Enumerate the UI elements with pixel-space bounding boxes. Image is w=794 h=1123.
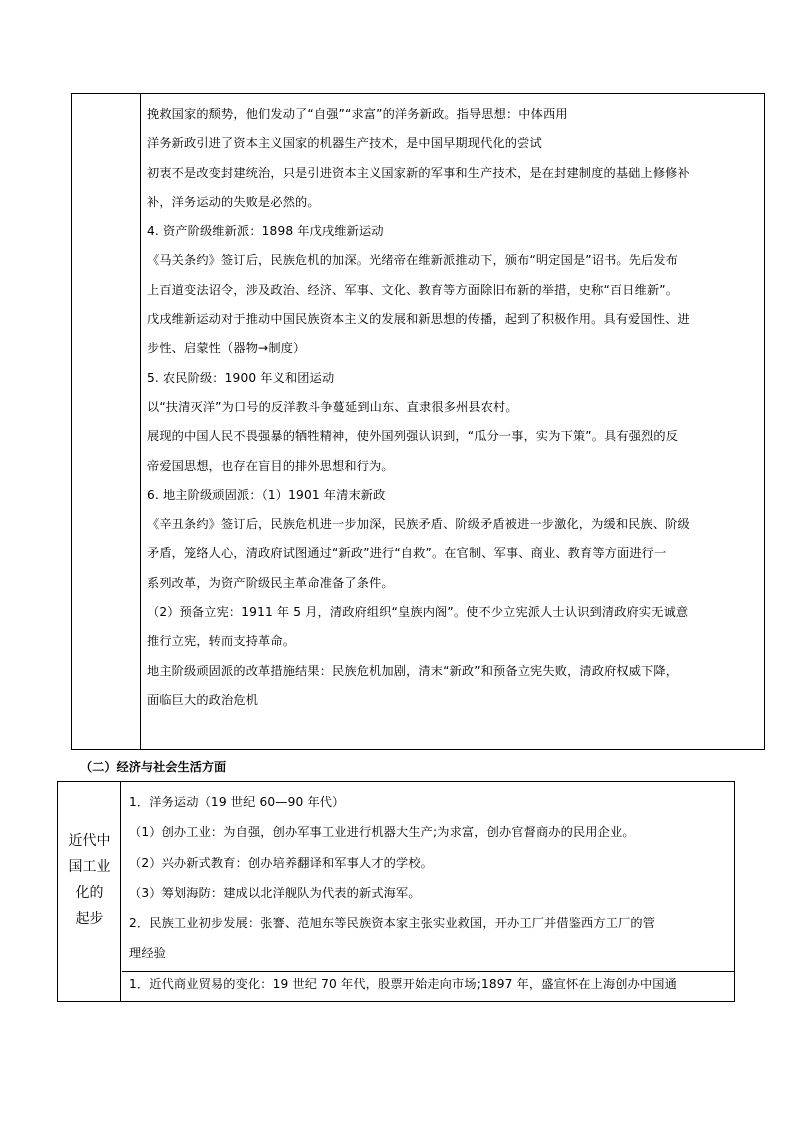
content-line: 推行立宪，转而支持革命。 (147, 634, 296, 649)
content-line: 上百道变法诏令，涉及政治、经济、军事、文化、教育等方面除旧布新的举措，史称“百日维新”。 (147, 282, 679, 297)
table-content-cell (129, 787, 730, 999)
table-label-cell (58, 782, 121, 1001)
content-line: 戊戌维新运动对于推动中国民族资本主义的发展和新思想的传播，起到了积极作用。具有爱国性、进 (147, 312, 690, 327)
content-line: 1．近代商业贸易的变化：19 世纪 70 年代，股票开始走向市场;1897 年，盛宣怀在上海创办中国通 (129, 976, 677, 991)
row-label (58, 828, 121, 932)
content-line: 展现的中国人民不畏强暴的牺牲精神，使外国列强认识到，“瓜分一事，实为下策”。具有强烈的反 (147, 429, 679, 444)
content-line: 理经验 (129, 946, 167, 961)
content-line: 面临巨大的政治危机 (147, 692, 259, 707)
content-line: 步性、启蒙性（器物→制度） (147, 341, 306, 356)
history-table-continued (71, 93, 765, 750)
content-line: （1）创办工业：为自强，创办军事工业进行机器大生产;为求富，创办官督商办的民用企业。 (129, 825, 635, 840)
content-line: 4. 资产阶级维新派：1898 年戊戌维新运动 (147, 224, 384, 239)
section-heading: （二）经济与社会生活方面 (80, 760, 227, 774)
content-line: 2．民族工业初步发展：张謇、范旭东等民族资本家主张实业救国，开办工厂并借鉴西方工厂的管 (129, 916, 656, 931)
content-line: 挽救国家的颓势，他们发动了“自强”“求富”的洋务新政。指导思想：中体西用 (147, 107, 568, 121)
content-line: 补，洋务运动的失败是必然的。 (147, 194, 320, 209)
table-label-cell-empty (72, 94, 141, 749)
table-content-cell (147, 100, 758, 715)
content-line: 地主阶级顽固派的改革措施结果：民族危机加剧，清末“新政”和预备立宪失败，清政府权威下降， (147, 663, 679, 678)
content-line: 帝爱国思想，也存在盲目的排外思想和行为。 (147, 458, 394, 473)
content-line: 矛盾，笼络人心，清政府试图通过“新政”进行“自救”。在官制、军事、商业、教育等方面进行一 (147, 546, 667, 561)
row-label-line: 近代中 (68, 833, 111, 849)
row-label-line: 化的 (75, 885, 104, 901)
row-label-line: 国工业 (68, 859, 111, 875)
content-line: 系列改革，为资产阶级民主革命准备了条件。 (147, 575, 394, 590)
content-line: （2）预备立宪：1911 年 5 月，清政府组织“皇族内阁”。使不少立宪派人士认识到清政府实无诚意 (147, 605, 689, 620)
economy-table (57, 781, 735, 1002)
content-line: 初衷不是改变封建统治，只是引进资本主义国家新的军事和生产技术，是在封建制度的基础上修修补 (147, 165, 690, 180)
content-line: 以“扶清灭洋”为口号的反洋教斗争蔓延到山东、直隶很多州县农村。 (147, 399, 518, 414)
content-line: （3）筹划海防：建成以北洋舰队为代表的新式海军。 (129, 885, 421, 900)
content-line: 《辛丑条约》签订后，民族危机进一步加深，民族矛盾、阶级矛盾被进一步激化，为缓和民族、阶级 (147, 517, 690, 532)
content-line: （2）兴办新式教育：创办培养翻译和军事人才的学校。 (129, 855, 434, 870)
content-line: 1．洋务运动（19 世纪 60—90 年代） (129, 795, 345, 809)
row-label-line: 起步 (75, 911, 104, 927)
content-line: 5. 农民阶级：1900 年义和团运动 (147, 370, 335, 385)
content-line: 6. 地主阶级顽固派：（1）1901 年清末新政 (147, 487, 386, 502)
content-line: 洋务新政引进了资本主义国家的机器生产技术，是中国早期现代化的尝试 (147, 136, 542, 151)
content-line: 《马关条约》签订后，民族危机的加深。光绪帝在维新派推动下，颁布“明定国是”诏书。先后发布 (147, 253, 679, 268)
